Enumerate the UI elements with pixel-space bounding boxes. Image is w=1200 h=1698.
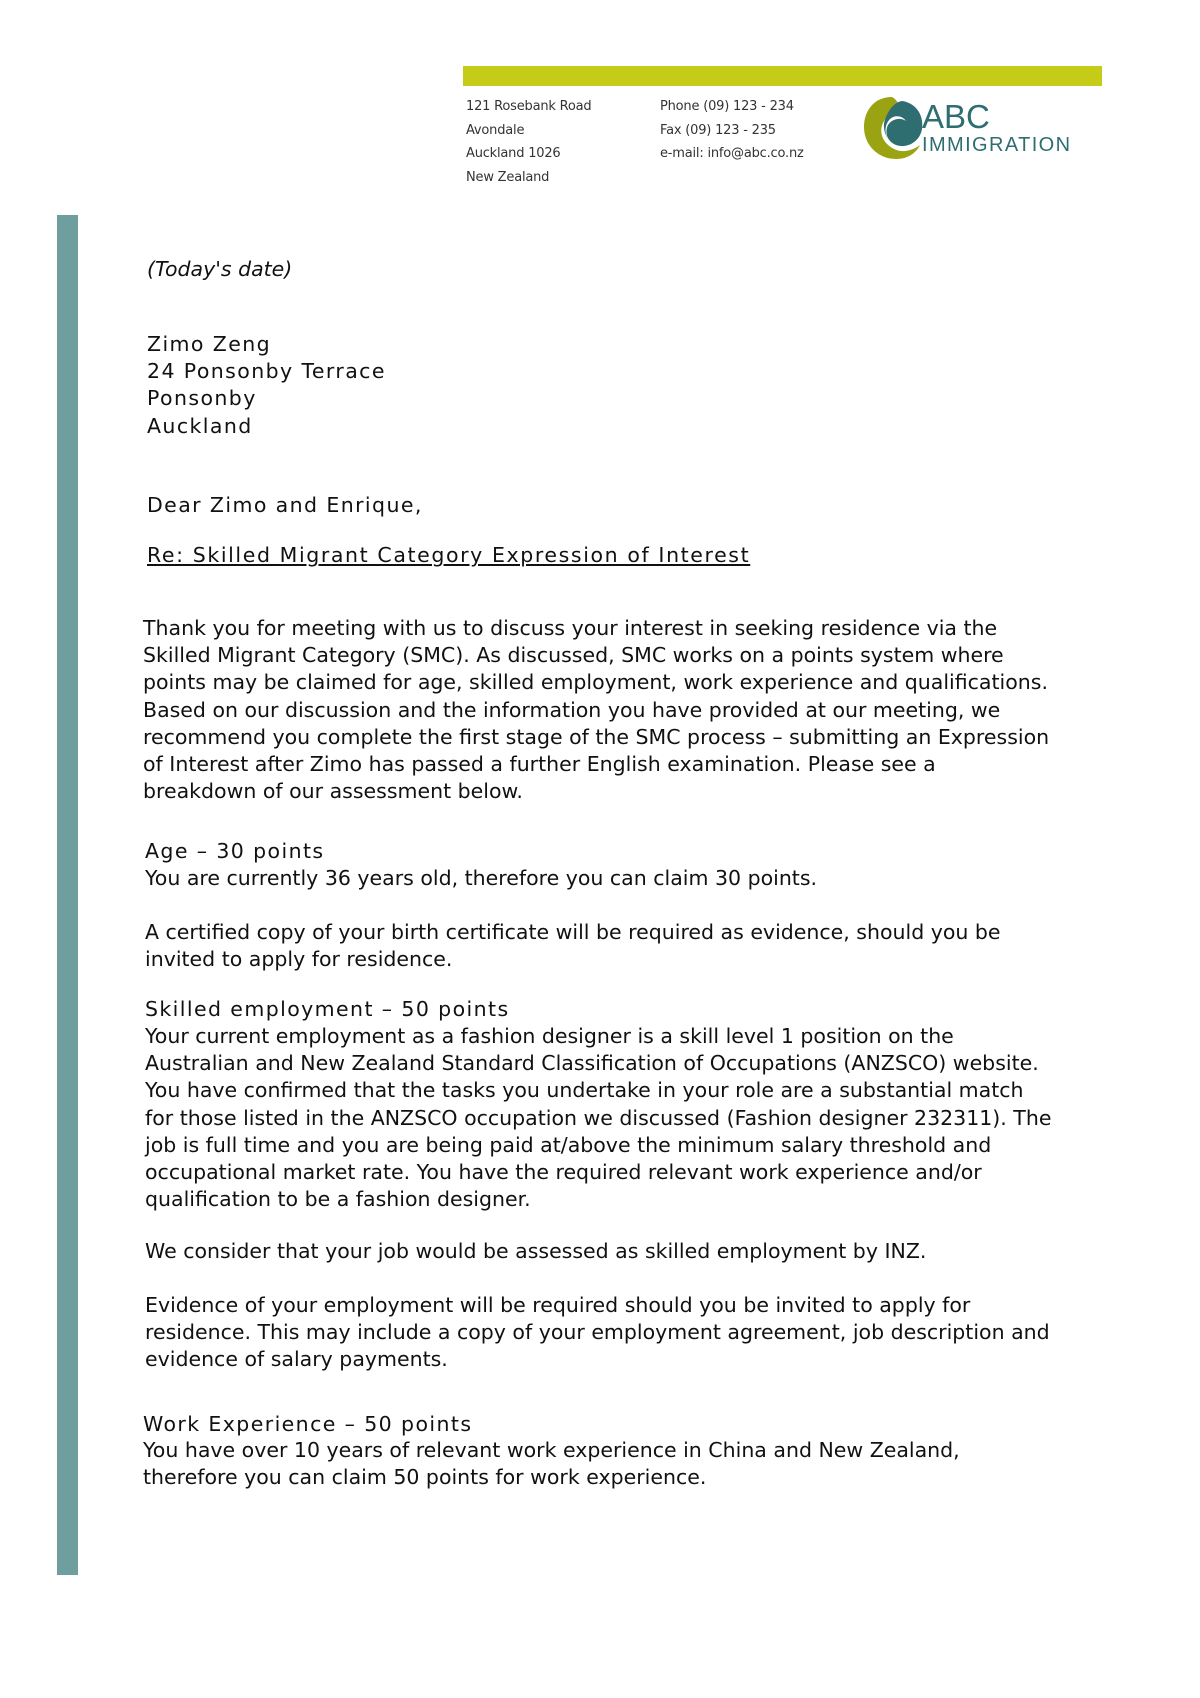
paragraph-line: Your current employment as a fashion designer is a skill level 1 position on the [145,1024,954,1048]
address-line: Auckland 1026 [466,146,561,161]
subject-line: Re: Skilled Migrant Category Expression of Interest [147,543,751,567]
recipient-line: Ponsonby [147,386,257,411]
logo-swirl-icon [864,97,922,159]
paragraph-line: A certified copy of your birth certificate will be required as evidence, should you be [145,920,1001,944]
paragraph-line: We consider that your job would be assessed as skilled employment by INZ. [145,1239,927,1263]
recipient-address [147,331,386,440]
paragraph-line: invited to apply for residence. [145,947,453,972]
email-line: e-mail: info@abc.co.nz [660,146,804,161]
letterhead-address [466,95,591,189]
logo-immigration-text: IMMIGRATION [922,134,1072,156]
logo-abc-text: ABC [922,98,990,135]
skilled-employment-paragraph [145,1023,1051,1213]
letterhead-contact [660,95,804,166]
paragraph-line: therefore you can claim 50 points for work experience. [143,1465,707,1490]
address-line: Avondale [466,122,525,138]
letter-date: (Today's date) [147,257,293,281]
paragraph-line: Thank you for meeting with us to discuss your interest in seeking residence via the [143,616,998,640]
work-experience-heading: Work Experience – 50 points [143,1412,473,1436]
letterhead-side-bar [57,215,78,1575]
paragraph-line: Skilled Migrant Category (SMC). As discussed, SMC works on a points system where [143,643,1004,668]
salutation: Dear Zimo and Enrique, [147,493,423,517]
paragraph-line: points may be claimed for age, skilled employment, work experience and qualifications. [143,670,1048,695]
paragraph-line: job is full time and you are being paid at/above the minimum salary threshold and [145,1132,992,1157]
paragraph-line: You are currently 36 years old, therefore you can claim 30 points. [145,866,818,890]
address-line: 121 Rosebank Road [466,99,592,114]
paragraph-line: recommend you complete the first stage of the SMC process – submitting an Expression [143,724,1050,749]
age-paragraph [145,865,817,892]
paragraph-line: of Interest after Zimo has passed a further English examination. Please see a [143,752,936,777]
recipient-line: Auckland [147,413,253,438]
address-line: New Zealand [466,169,550,185]
abc-immigration-logo [862,93,1107,163]
paragraph-line: breakdown of our assessment below. [143,779,523,804]
paragraph-line: Australian and New Zealand Standard Classification of Occupations (ANZSCO) website. [145,1051,1039,1076]
letterhead-accent-bar [463,66,1102,86]
work-experience-paragraph [143,1437,960,1491]
phone-line: Phone (09) 123 - 234 [660,99,794,114]
paragraph-line: Evidence of your employment will be required should you be invited to apply for [145,1293,971,1317]
paragraph-line: residence. This may include a copy of your employment agreement, job description and [145,1320,1050,1345]
paragraph-line: qualification to be a fashion designer. [145,1187,531,1212]
paragraph-line: You have over 10 years of relevant work experience in China and New Zealand, [143,1438,960,1462]
intro-paragraph [143,615,1049,805]
paragraph-line: Based on our discussion and the information you have provided at our meeting, we [143,697,1001,722]
paragraph-line: evidence of salary payments. [145,1347,448,1372]
paragraph-line: for those listed in the ANZSCO occupation we discussed (Fashion designer 232311). The [145,1105,1052,1130]
age-heading: Age – 30 points [145,839,325,863]
skilled-employment-heading: Skilled employment – 50 points [145,997,510,1021]
paragraph-line: occupational market rate. You have the required relevant work experience and/or [145,1160,982,1185]
recipient-line: 24 Ponsonby Terrace [147,359,386,384]
recipient-line: Zimo Zeng [147,332,272,356]
age-evidence-paragraph [145,919,1001,973]
skilled-consider-paragraph [145,1238,926,1265]
fax-line: Fax (09) 123 - 235 [660,122,776,138]
skilled-evidence-paragraph [145,1292,1050,1374]
paragraph-line: You have confirmed that the tasks you undertake in your role are a substantial match [145,1078,1024,1103]
